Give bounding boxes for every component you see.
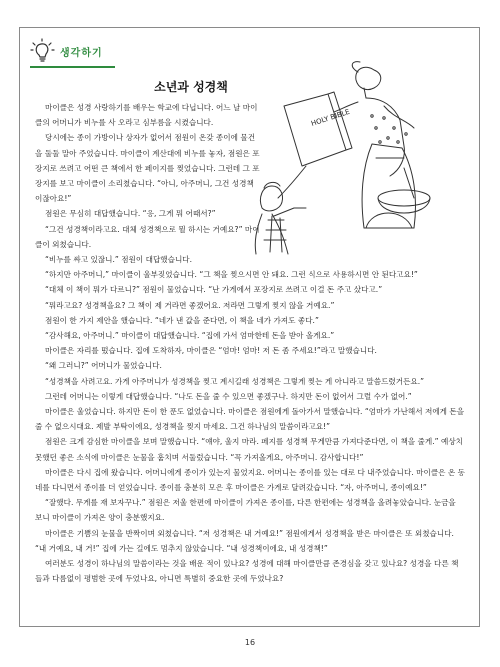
lightbulb-icon [28,36,58,66]
paragraph: “성경책을 사려고요. 가게 아주머니가 성경책을 찢고 계시길래 성경책은 그렇게 찢는 게 아니라고 말씀드렸거든요.” [45,376,425,386]
paragraph: “잘했다. 무게를 재 보자꾸나.” 점원은 저울 한편에 마이클이 가져온 종이를, 다른 한편에는 성경책을 올려놓았습니다. 눈금을 보니 마이클이 가져온 양이 충분했지요. [35,498,456,523]
paragraph: 점원은 무심히 대답했습니다. “응, 그게 뭐 어때서?” [45,209,216,219]
paragraph: 마이클은 다시 집에 왔습니다. 어머니에게 종이가 있는지 물었지요. 어머니는 종이를 있는 대로 다 내주었습니다. 마이클은 온 동네를 다니면서 종이를 더 얻었습니다. 종이를 충분히 모은 후 마이클은 가게로 달려갔습니다. “자, 아주머니, 종이예요!” [35,467,465,493]
paragraph: “뭐라고요? 성경책을요? 그 책이 제 거라면 좋겠어요. 저라면 그렇게 찢지 않을 거예요.” [45,300,335,310]
paragraph: “대체 이 책이 뭐가 다르니?” 점원이 물었습니다. “난 가게에서 포장지로 쓰려고 이걸 돈 주고 샀다고.” [45,285,383,295]
paragraph: 마이클은 울었습니다. 하지만 돈이 한 푼도 없었습니다. 마이클은 점원에게 돌아가서 말했습니다. “엄마가 가난해서 저에게 돈을 줄 수 없으시대요. 제발 부탁이에요, 성경책을 찢지 마세요. 그건 하나님의 말씀이라고요!” [35,407,465,432]
paragraph: “감사해요, 아주머니.” 마이클이 대답했습니다. “집에 가서 엄마한테 돈을 받아 올게요.” [45,331,335,341]
paragraph: 당시에는 종이 가방이나 상자가 없어서 점원이 온갖 종이에 물건을 둘둘 말아 주었습니다. 마이클이 계산대에 비누를 놓자, 점원은 포장지로 쓰려고 어떤 큰 책에서 한 페이지를 찢었습니다. 그런데 그 포장지를 보고 마이클이 소리쳤습니다. “아니, 아주머니, 그건 성경책이잖아요!” [35,133,260,204]
paragraph: 그런데 어머니는 이렇게 대답했습니다. “나도 돈을 줄 수 있으면 좋겠구나. 하지만 돈이 없어서 그럴 수가 없어.” [45,391,412,401]
section-header [28,36,138,66]
page-number: 16 [244,638,256,647]
paragraph: “왜 그러니?” 어머니가 물었습니다. [45,361,162,371]
paragraph: 마이클은 자리를 떴습니다. 집에 도착하자, 마이클은 “엄마! 엄마! 저 돈 좀 주세요!”라고 말했습니다. [45,346,377,356]
page-title: 소년과 성경책 [154,80,228,94]
story-body [35,100,465,587]
paragraph: 마이클은 기쁨의 눈물을 반짝이며 외쳤습니다. “저 성경책은 내 거예요!” 점원에게서 성경책을 받은 마이클은 또 외쳤습니다. “내 거예요, 내 거!” 집에 가는 길에도 멈추지 않았습니다. “내 성경책이에요, 내 성경책!” [35,528,454,553]
book-cover-text: HOLY BIBLE [310,107,351,128]
paragraph: 점원이 한 가지 제안을 했습니다. “네가 낸 값을 준다면, 이 책을 네가 가져도 좋다.” [45,315,319,325]
paragraph: “그건 성경책이라고요. 대체 성경책으로 뭘 하시는 거예요?” 마이클이 외쳤습니다. [35,224,260,249]
paragraph: “비누를 싸고 있잖니.” 점원이 대답했습니다. [45,255,193,265]
section-header-label: 생각하기 [60,48,103,59]
paragraph: 여러분도 성경이 하나님의 말씀이라는 것을 배운 적이 있나요? 성경에 대해 마이클만큼 존경심을 갖고 있나요? 성경을 다른 책들과 다름없이 평범한 곳에 두었나요, 아니면 특별히 중요한 곳에 두었나요? [35,559,459,584]
paragraph: 점원은 크게 감심한 마이클을 보며 말했습니다. “얘야, 울지 마라. 페지를 성경책 무게만큼 가져다준다면, 이 책을 줄게.” 예상치 못했던 좋은 소식에 마이클은 눈물을 훔치며 서둘렀습니다. “꼭 가져올게요, 아주머니. 감사합니다!” [35,437,463,462]
header-underline [30,66,115,68]
paragraph: 마이클은 성경 사랑하기를 배우는 학교에 다닙니다. 어느 날 마이클의 어머니가 비누를 사 오라고 심부름을 시켰습니다. [35,103,258,128]
paragraph: “하지만 아주머니,” 마이클이 울부짖었습니다. “그 책을 찢으시면 안 돼요. 그런 식으로 사용하시면 안 된다고요!” [45,270,418,280]
